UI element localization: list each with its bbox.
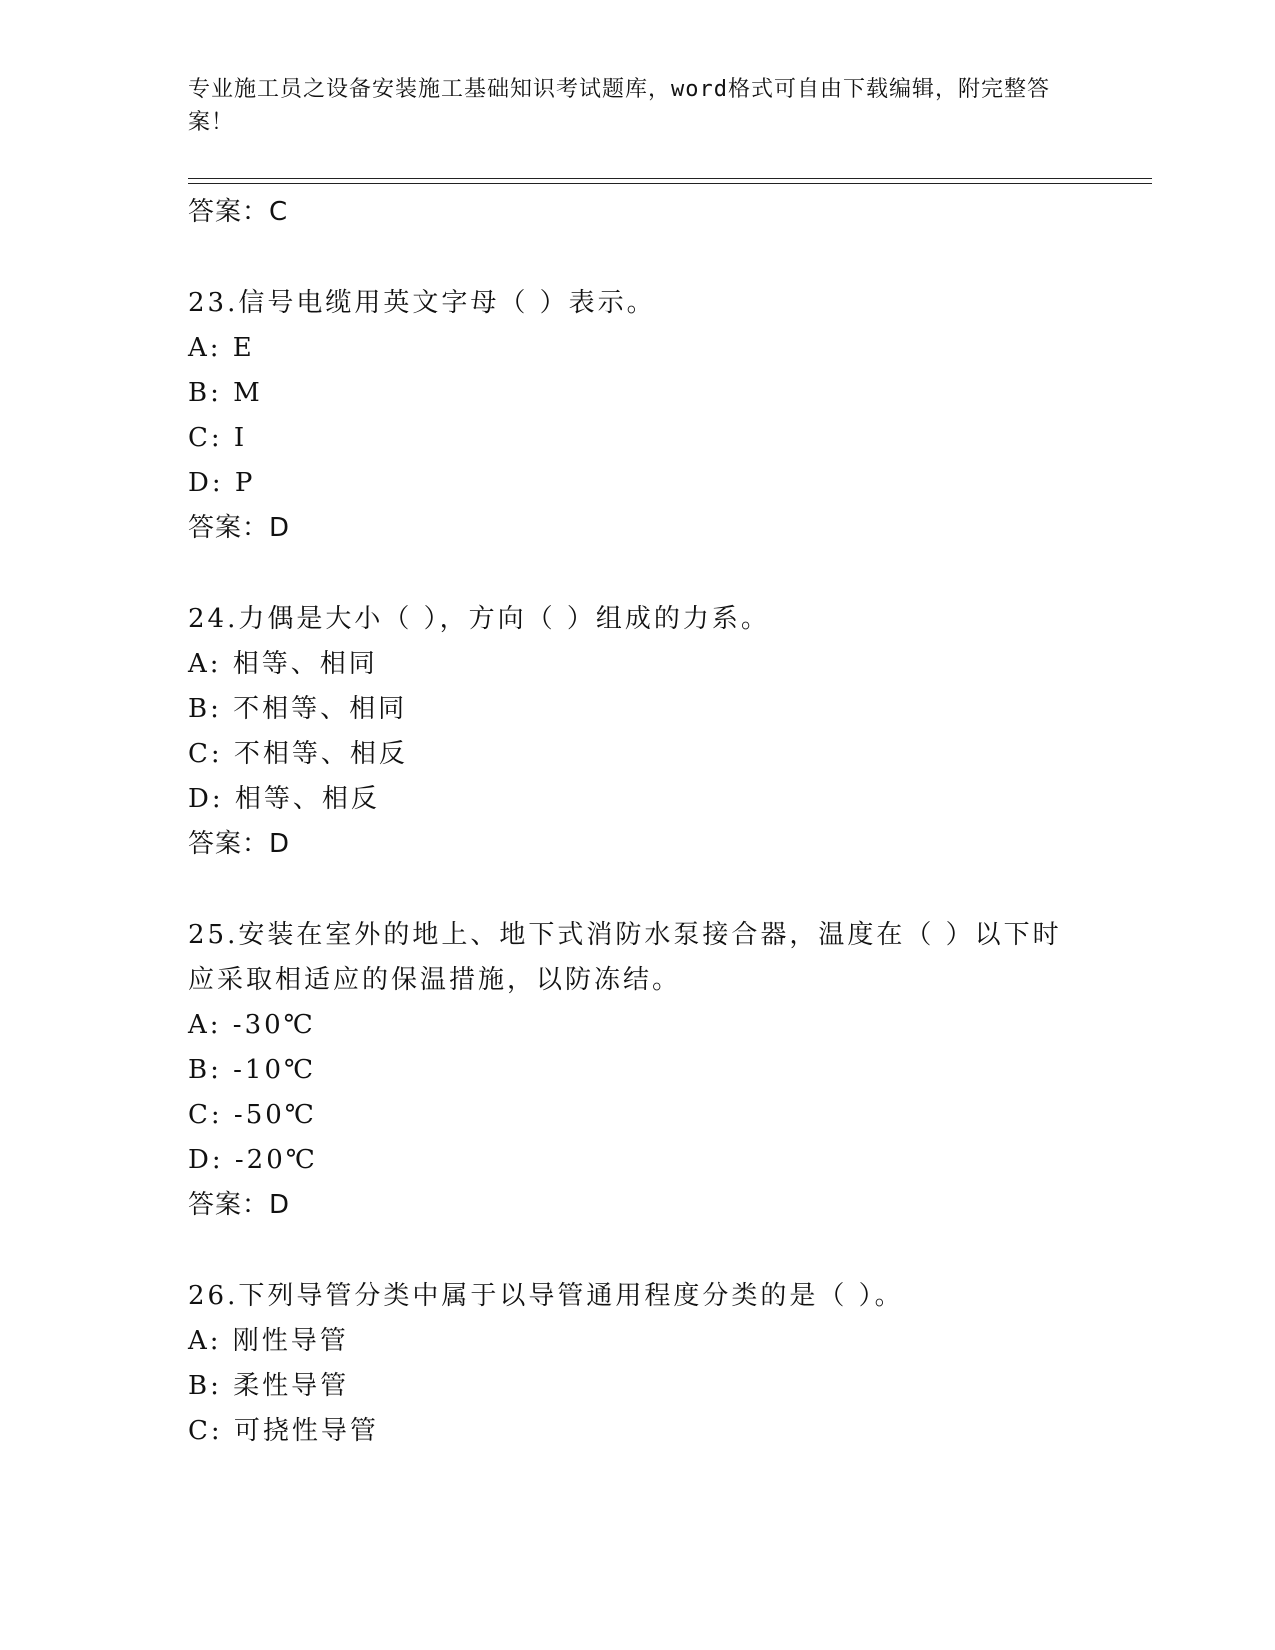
answer-line: 答案：D: [188, 829, 291, 859]
option-d: D: -20℃: [188, 1145, 318, 1175]
header-rule-bottom: [188, 183, 1152, 184]
question-26: [188, 1274, 1148, 1454]
option-a: A: 相等、相同: [188, 649, 378, 679]
option-a: A: E: [188, 333, 255, 363]
option-b: B: 不相等、相同: [188, 694, 408, 724]
question-23: [188, 281, 1148, 551]
answer-line: 答案：D: [188, 513, 291, 543]
option-c: C: I: [188, 423, 248, 453]
option-d: D: 相等、相反: [188, 784, 380, 814]
option-a: A: 刚性导管: [188, 1326, 349, 1356]
question-24: [188, 597, 1148, 867]
option-b: B: 柔性导管: [188, 1371, 350, 1401]
option-b: B: M: [188, 378, 263, 408]
answer-line: 答案：C: [188, 197, 289, 227]
question-stem-line-1: 25.安装在室外的地上、地下式消防水泵接合器，温度在（ ）以下时: [188, 920, 1062, 950]
header-rule-top: [188, 178, 1152, 179]
option-c: C: 不相等、相反: [188, 739, 408, 769]
option-b: B: -10℃: [188, 1055, 317, 1085]
document-header: 专业施工员之设备安装施工基础知识考试题库，word格式可自由下载编辑，附完整答案！: [188, 77, 1050, 135]
option-a: A: -30℃: [188, 1010, 316, 1040]
question-stem-line-2: 应采取相适应的保温措施，以防冻结。: [188, 965, 682, 995]
question-stem: 23.信号电缆用英文字母（ ）表示。: [188, 288, 656, 318]
answer-line: 答案：D: [188, 1190, 291, 1220]
question-stem: 24.力偶是大小（ ），方向（ ）组成的力系。: [188, 604, 770, 634]
question-stem: 26.下列导管分类中属于以导管通用程度分类的是（ ）。: [188, 1281, 904, 1311]
question-list: [188, 190, 1148, 1454]
question-25: [188, 913, 1148, 1228]
option-c: C: -50℃: [188, 1100, 317, 1130]
option-c: C: 可挠性导管: [188, 1416, 379, 1446]
option-d: D: P: [188, 468, 256, 498]
